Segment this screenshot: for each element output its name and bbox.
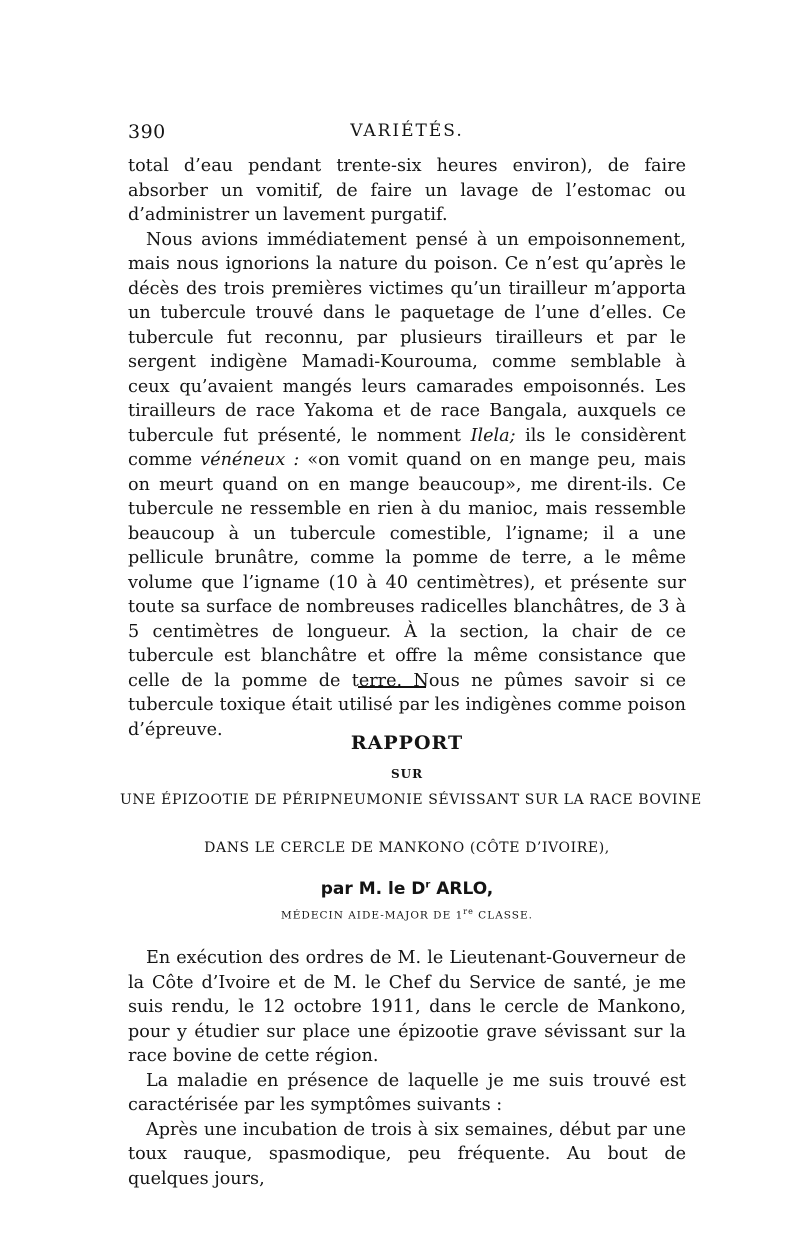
article-title: RAPPORT xyxy=(350,732,464,754)
text-run: «on vomit quand on en mange peu, mais on meurt quand on en mange beaucoup», me dirent-ils. Ce tubercule ne ressemble en rien à du manioc, mais ressemble beaucoup à un tubercule comestible, l’igname; il a une pellicule brunâtre, comme la pomme de terre, a le même volume que l’igname (10 à 40 centimètres), et présente sur toute sa surface de nombreuses radicelles blanchâtres, de 3 à 5 centimètres de longueur. À la section, la chair de ce tubercule est blanchâtre et offre la même consistance que celle de la pomme de terre. Nous ne pûmes savoir si ce tubercule toxique était utilisé par les indigènes comme poison d’épreuve. xyxy=(128,450,686,740)
text-run: Nous avions immédiatement pensé à un empoisonnement, mais nous ignorions la nature du poison. Ce n’est qu’après le décès des trois premières victimes qu’un tirailleur m’apporta un tubercule trouvé dans le paquetage de l’une d’elles. Ce tubercule fut reconnu, par plusieurs tirailleurs et par le sergent indigène Mamadi-Kourouma, comme semblable à ceux qu’avaient mangés leurs camarades empoisonnés. Les tirailleurs de race Yakoma et de race Bangala, auxquels ce tubercule fut présenté, le nomment xyxy=(128,229,686,446)
article-subtitle-line-2: DANS LE CERCLE DE MANKONO (CÔTE D’IVOIRE), xyxy=(204,840,610,856)
italic-term-veneneux: vénéneux : xyxy=(200,450,300,470)
page-number: 390 xyxy=(128,121,166,143)
author-prefix: par M. le D xyxy=(320,879,426,899)
text-run: ils le considèrent comme xyxy=(128,425,686,470)
paragraph-continued: total d’eau pendant trente-six heures environ), de faire absorber un vomitif, de faire un lavage de l’estomac ou d’administrer un lavement purgatif. xyxy=(128,156,686,225)
paragraph-incubation: Après une incubation de trois à six semaines, début par une toux rauque, spasmodique, peu fréquente. Au bout de quelques jours, xyxy=(128,1119,686,1189)
article-title-sur: SUR xyxy=(390,767,424,781)
paragraph-poison-tuber xyxy=(128,228,686,743)
author-rank xyxy=(128,907,686,922)
article-body xyxy=(128,946,686,1191)
author-sup: r xyxy=(425,879,431,891)
article-author xyxy=(128,879,686,899)
paragraph-execution-orders: En exécution des ordres de M. le Lieutenant-Gouverneur de la Côte d’Ivoire et de M. le Chef du Service de santé, je me suis rendu, le 12 octobre 1911, dans le cercle de Mankono, pour y étudier sur place une épizootie grave sévissant sur la race bovine de cette région. xyxy=(128,948,686,1066)
author-name: ARLO, xyxy=(430,879,494,899)
rank-prefix: MÉDECIN AIDE-MAJOR DE 1 xyxy=(281,909,464,922)
section-continued-text xyxy=(128,154,686,742)
running-head: VARIÉTÉS. xyxy=(350,121,464,141)
section-divider xyxy=(358,686,426,688)
article-subtitle-line-1: UNE ÉPIZOOTIE DE PÉRIPNEUMONIE SÉVISSANT SUR LA RACE BOVINE xyxy=(120,792,702,808)
page-header xyxy=(128,121,686,151)
paragraph-maladie: La maladie en présence de laquelle je me suis trouvé est caractérisée par les symptômes suivants : xyxy=(128,1070,686,1115)
rank-suffix: CLASSE. xyxy=(473,909,533,922)
rank-sup: re xyxy=(463,907,474,916)
italic-term-ilela: Ilela; xyxy=(470,425,516,446)
